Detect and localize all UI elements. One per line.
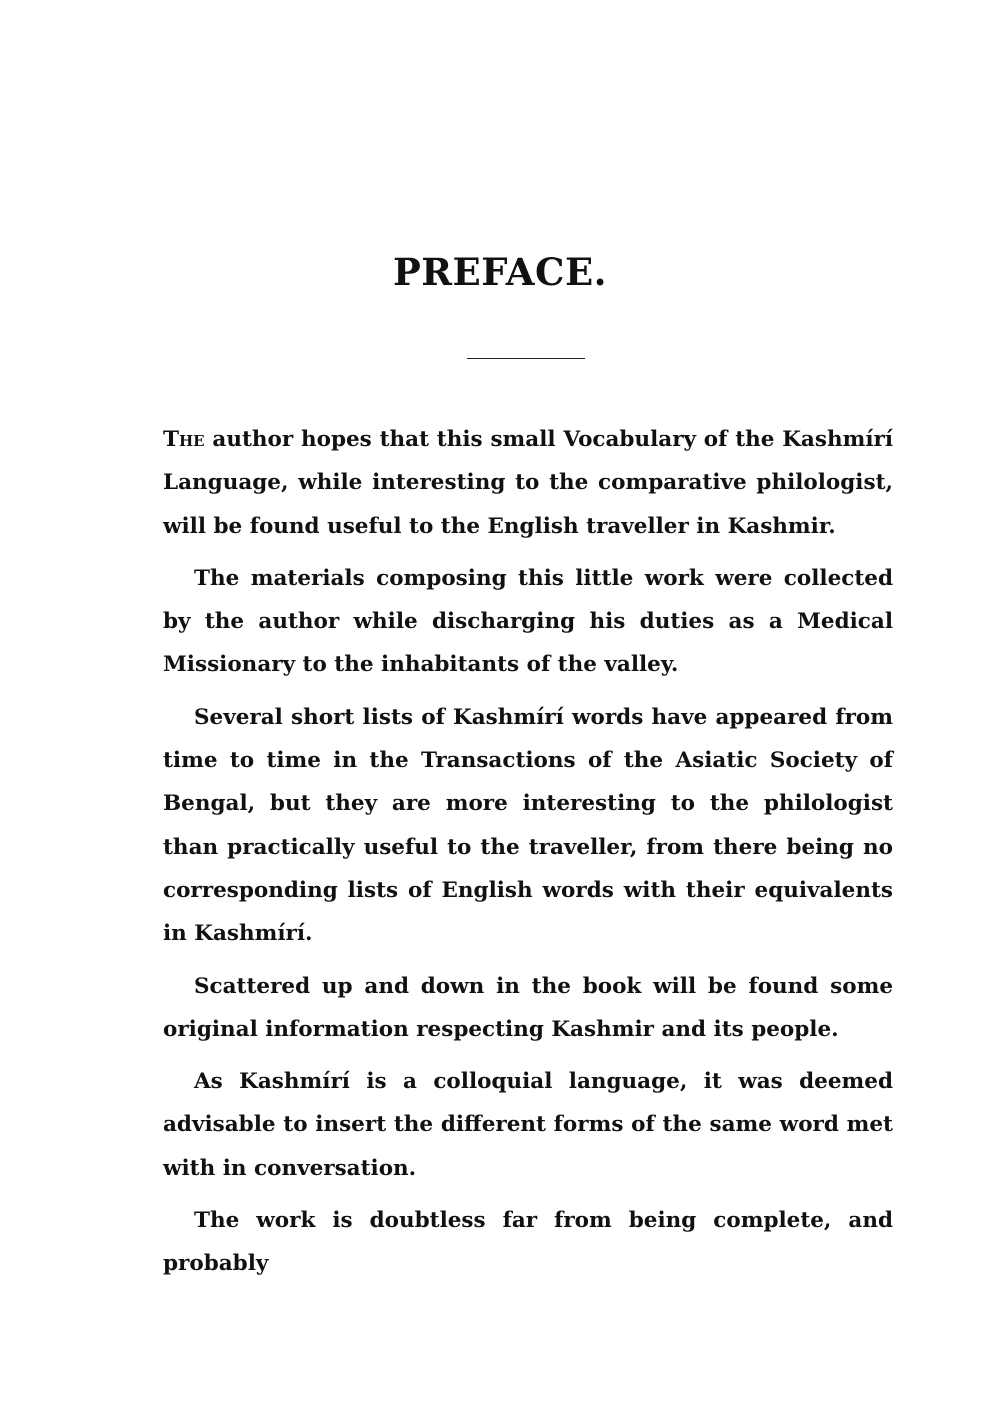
paragraph-5: As Kashmírí is a colloquial language, it was deemed advisable to insert the different forms of the same word met with in conversation. [163, 1069, 893, 1181]
paragraph-6: The work is doubtless far from being complete, and probably [163, 1208, 893, 1277]
paragraph-3: Several short lists of Kashmírí words have appeared from time to time in the Transactions of the Asiatic Society of Bengal, but they are more interesting to the philologist than practically useful to the traveller, from there being no corresponding lists of English words with their equivalents in Kashmírí. [163, 704, 893, 947]
title-divider-rule [467, 358, 585, 359]
page-title: PREFACE. [392, 250, 608, 294]
paragraph-4: Scattered up and down in the book will be found some original information respecting Kashmir and its people. [163, 973, 893, 1042]
paragraph-2: The materials composing this little work were collected by the author while discharging his duties as a Medical Missionary to the inhabitants of the valley. [163, 565, 893, 678]
paragraph-1-lead-word: The [163, 427, 205, 452]
paragraph-1 [163, 418, 893, 548]
paragraph-1-text: author hopes that this small Vocabulary of the Kashmírí Language, while interesting to the comparative philologist, will be found useful to the English traveller in Kashmir. [163, 427, 893, 539]
preface-body [163, 418, 893, 1295]
